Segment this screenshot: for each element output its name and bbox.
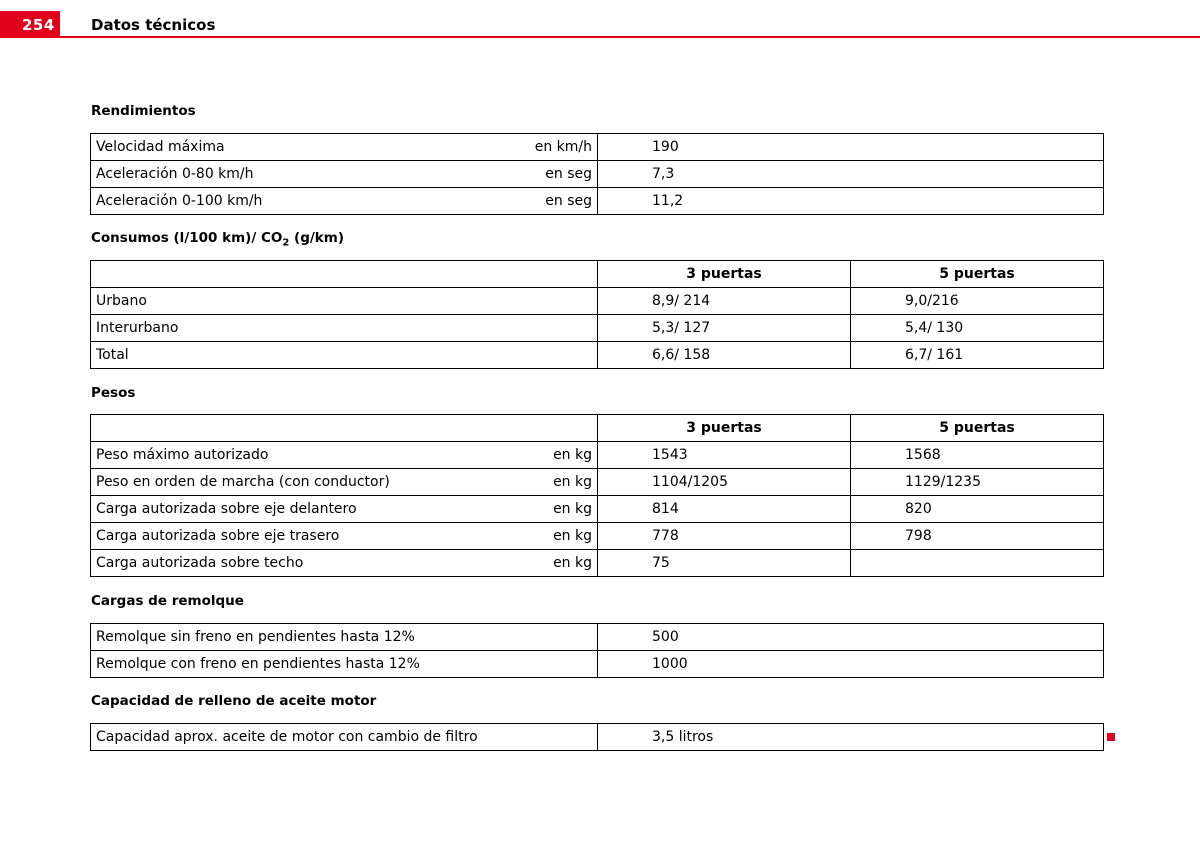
- table-row: [91, 523, 1104, 550]
- table-rendimientos: [90, 133, 1104, 215]
- row-label-cell: [91, 442, 598, 469]
- value-3-puertas: 8,9/ 214: [598, 288, 851, 315]
- row-label: Carga autorizada sobre eje delantero: [96, 501, 357, 517]
- value-5-puertas: 798: [851, 523, 1104, 550]
- table-consumos: [90, 260, 1104, 369]
- consumos-title-main: Consumos (l/100 km)/ CO: [91, 230, 283, 246]
- table-header-row: [91, 261, 1104, 288]
- consumos-title-unit: (g/km): [289, 230, 345, 246]
- row-label: Peso máximo autorizado: [96, 447, 269, 463]
- header-empty-cell: [91, 261, 598, 288]
- value-3-puertas: 1543: [598, 442, 851, 469]
- value-3-puertas: 814: [598, 496, 851, 523]
- row-unit: en kg: [553, 555, 592, 571]
- row-label-cell: [91, 134, 598, 161]
- table-row: [91, 442, 1104, 469]
- column-header-5-puertas: 5 puertas: [851, 261, 1104, 288]
- row-unit: en seg: [545, 193, 592, 209]
- table-pesos: [90, 414, 1104, 577]
- row-unit: en kg: [553, 501, 592, 517]
- row-label: Capacidad aprox. aceite de motor con cambio de filtro: [91, 724, 598, 751]
- row-label: Remolque sin freno en pendientes hasta 12%: [91, 624, 598, 651]
- row-unit: en kg: [553, 528, 592, 544]
- table-remolque: [90, 623, 1104, 678]
- table-row: [91, 342, 1104, 369]
- page-number: 254: [22, 16, 55, 34]
- row-value: 1000: [598, 651, 1104, 678]
- page-title: Datos técnicos: [91, 16, 216, 34]
- row-label: Velocidad máxima: [96, 139, 225, 155]
- table-row: [91, 188, 1104, 215]
- column-header-5-puertas: 5 puertas: [851, 415, 1104, 442]
- row-label: Interurbano: [91, 315, 598, 342]
- value-5-puertas: 820: [851, 496, 1104, 523]
- row-label-cell: [91, 469, 598, 496]
- section-end-marker: [1107, 733, 1115, 741]
- row-label-cell: [91, 496, 598, 523]
- header-rule: [60, 36, 1200, 38]
- value-3-puertas: 75: [598, 550, 851, 577]
- value-5-puertas: [851, 550, 1104, 577]
- table-row: [91, 550, 1104, 577]
- section-title-consumos: [91, 230, 344, 249]
- value-3-puertas: 1104/1205: [598, 469, 851, 496]
- row-value: 3,5 litros: [598, 724, 1104, 751]
- row-unit: en km/h: [534, 139, 592, 155]
- row-label-cell: [91, 523, 598, 550]
- table-row: [91, 288, 1104, 315]
- header-empty-cell: [91, 415, 598, 442]
- table-row: [91, 315, 1104, 342]
- row-value: 11,2: [598, 188, 1104, 215]
- table-header-row: [91, 415, 1104, 442]
- row-label-cell: [91, 550, 598, 577]
- consumos-title-subscript: 2: [282, 237, 290, 249]
- section-title-pesos: Pesos: [91, 385, 136, 401]
- row-value: 190: [598, 134, 1104, 161]
- value-3-puertas: 5,3/ 127: [598, 315, 851, 342]
- row-label: Remolque con freno en pendientes hasta 12%: [91, 651, 598, 678]
- table-row: [91, 651, 1104, 678]
- row-label: Peso en orden de marcha (con conductor): [96, 474, 390, 490]
- row-label: Urbano: [91, 288, 598, 315]
- column-header-3-puertas: 3 puertas: [598, 415, 851, 442]
- table-aceite: [90, 723, 1104, 751]
- value-5-puertas: 9,0/216: [851, 288, 1104, 315]
- row-label: Aceleración 0-100 km/h: [96, 193, 263, 209]
- row-unit: en kg: [553, 447, 592, 463]
- row-label: Carga autorizada sobre eje trasero: [96, 528, 340, 544]
- row-unit: en kg: [553, 474, 592, 490]
- value-5-puertas: 6,7/ 161: [851, 342, 1104, 369]
- section-title-aceite: Capacidad de relleno de aceite motor: [91, 693, 377, 709]
- table-row: [91, 161, 1104, 188]
- value-3-puertas: 6,6/ 158: [598, 342, 851, 369]
- row-label: Total: [91, 342, 598, 369]
- row-label: Aceleración 0-80 km/h: [96, 166, 254, 182]
- table-row: [91, 624, 1104, 651]
- table-row: [91, 134, 1104, 161]
- table-row: [91, 724, 1104, 751]
- value-5-puertas: 5,4/ 130: [851, 315, 1104, 342]
- section-title-rendimientos: Rendimientos: [91, 103, 196, 119]
- value-5-puertas: 1568: [851, 442, 1104, 469]
- row-value: 500: [598, 624, 1104, 651]
- row-unit: en seg: [545, 166, 592, 182]
- row-label: Carga autorizada sobre techo: [96, 555, 304, 571]
- row-value: 7,3: [598, 161, 1104, 188]
- row-label-cell: [91, 188, 598, 215]
- row-label-cell: [91, 161, 598, 188]
- column-header-3-puertas: 3 puertas: [598, 261, 851, 288]
- table-row: [91, 469, 1104, 496]
- value-5-puertas: 1129/1235: [851, 469, 1104, 496]
- table-row: [91, 496, 1104, 523]
- value-3-puertas: 778: [598, 523, 851, 550]
- section-title-remolque: Cargas de remolque: [91, 593, 244, 609]
